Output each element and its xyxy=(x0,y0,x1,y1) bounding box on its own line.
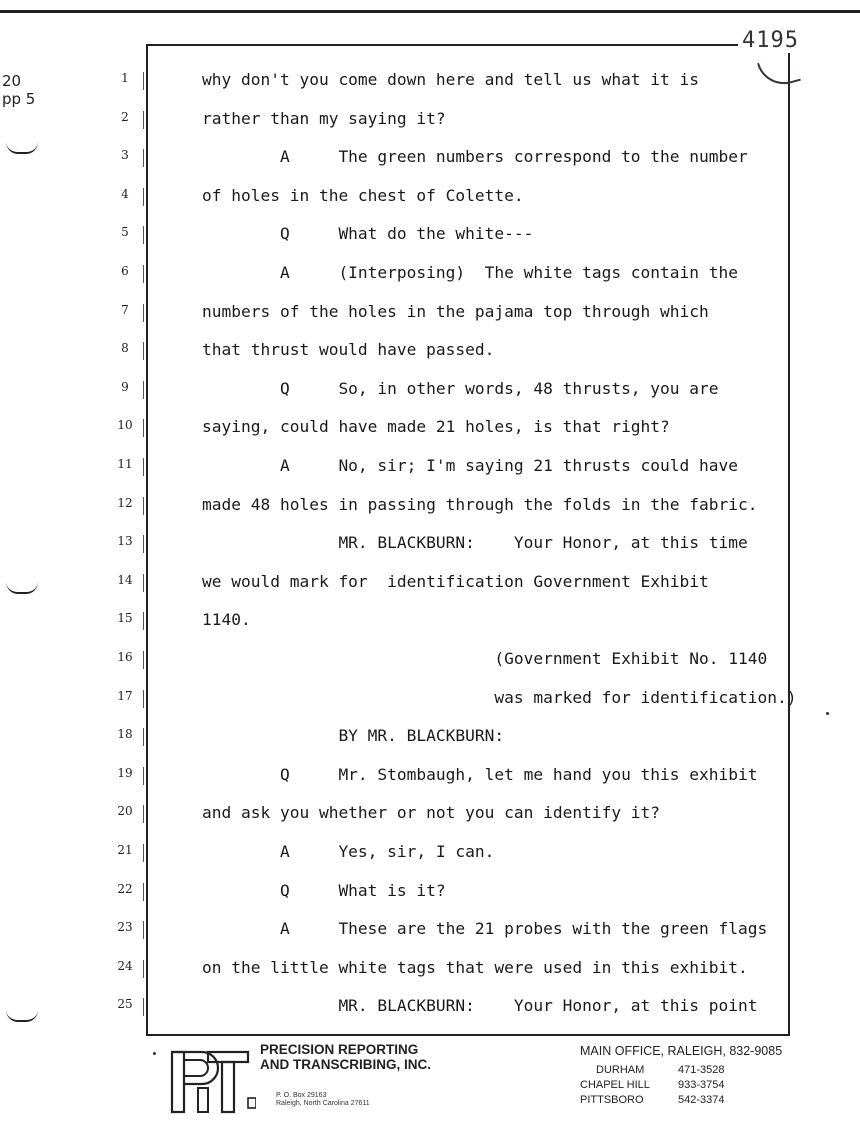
transcript-line: was marked for identification.) xyxy=(202,687,797,707)
stray-mark xyxy=(826,712,829,715)
line-number-rule xyxy=(143,960,144,978)
line-number: 9 xyxy=(121,379,129,394)
transcript-line: A The green numbers correspond to the number xyxy=(202,147,748,167)
margin-note-pages: pp 5 xyxy=(2,90,36,108)
line-number: 19 xyxy=(117,765,133,780)
line-number-rule xyxy=(143,381,144,399)
office-list xyxy=(580,1044,783,1106)
margin-hole-mark xyxy=(6,582,38,594)
transcript-line: Q So, in other words, 48 thrusts, you are xyxy=(202,378,719,398)
line-number: 5 xyxy=(121,225,129,240)
transcript-line: rather than my saying it? xyxy=(202,108,446,128)
line-number: 12 xyxy=(117,495,133,510)
office-chapel-hill-city: CHAPEL HILL xyxy=(580,1079,650,1091)
line-number-rule xyxy=(143,728,144,746)
company-line-1: PRECISION REPORTING xyxy=(260,1042,419,1057)
line-number: 23 xyxy=(117,920,133,935)
line-number: 18 xyxy=(117,727,133,742)
line-number: 8 xyxy=(121,341,129,356)
office-chapel-hill-phone: 933-3754 xyxy=(678,1079,725,1091)
top-rule xyxy=(0,10,860,13)
transcript-line: saying, could have made 21 holes, is that right? xyxy=(202,417,670,437)
transcript-line: MR. BLACKBURN: Your Honor, at this time xyxy=(202,533,748,553)
transcript-line: Q What do the white--- xyxy=(202,224,534,244)
address-line-2: Raleigh, North Carolina 27611 xyxy=(276,1100,370,1107)
line-number-rule xyxy=(143,497,144,515)
transcript-line: and ask you whether or not you can identify it? xyxy=(202,803,661,823)
line-number: 15 xyxy=(117,611,133,626)
line-number: 21 xyxy=(117,843,133,857)
line-number-rule xyxy=(143,612,144,630)
transcript-line: Q Mr. Stombaugh, let me hand you this exhibit xyxy=(202,764,758,784)
line-number-rule xyxy=(143,188,144,206)
line-number-rule xyxy=(143,304,144,322)
line-number: 10 xyxy=(117,418,133,433)
company-address xyxy=(276,1092,370,1108)
line-number-rule xyxy=(143,226,144,244)
line-number: 17 xyxy=(117,688,133,703)
transcript-line: A These are the 21 probes with the green flags xyxy=(202,919,768,939)
company-line-2: AND TRANSCRIBING, INC. xyxy=(260,1057,431,1072)
office-durham-phone: 471-3528 xyxy=(678,1064,725,1076)
logo-text: P&T xyxy=(209,1090,211,1091)
transcript-line: BY MR. BLACKBURN: xyxy=(202,726,505,746)
line-number-rule xyxy=(143,998,144,1016)
pt-logo xyxy=(162,1044,256,1116)
margin-hole-mark xyxy=(6,142,38,154)
margin-note-volume: 20 xyxy=(2,72,22,90)
line-number-rule xyxy=(143,342,144,360)
line-number-rule xyxy=(143,805,144,823)
footer xyxy=(0,1036,860,1124)
page-number: 4195 xyxy=(738,28,803,53)
line-number: 6 xyxy=(121,264,129,278)
line-number: 25 xyxy=(117,997,133,1012)
line-number-rule xyxy=(143,651,144,669)
transcript-line: numbers of the holes in the pajama top through which xyxy=(202,301,709,321)
line-number-rule xyxy=(143,72,144,90)
line-number: 20 xyxy=(117,804,133,819)
transcript-line: on the little white tags that were used in this exhibit. xyxy=(202,957,748,977)
stray-mark xyxy=(153,1052,156,1055)
line-number: 2 xyxy=(121,109,129,124)
line-number: 1 xyxy=(121,71,129,85)
line-number-rule xyxy=(143,149,144,167)
transcript-line: A (Interposing) The white tags contain the xyxy=(202,263,739,282)
transcript-line: we would mark for identification Government Exhibit xyxy=(202,571,709,591)
transcript-line: MR. BLACKBURN: Your Honor, at this point xyxy=(202,996,758,1016)
line-number: 22 xyxy=(117,881,133,896)
line-number: 16 xyxy=(117,650,133,664)
office-durham-city: DURHAM xyxy=(596,1064,645,1076)
transcript-line: (Government Exhibit No. 1140 xyxy=(202,649,768,668)
line-number: 3 xyxy=(121,148,129,163)
main-office: MAIN OFFICE, RALEIGH, 832-9085 xyxy=(580,1044,783,1058)
line-number-rule xyxy=(143,535,144,553)
company-name xyxy=(260,1042,431,1072)
line-number: 24 xyxy=(117,958,133,973)
transcript-line: why don't you come down here and tell us what it is xyxy=(202,70,700,89)
line-number-rule xyxy=(143,458,144,476)
line-number-rule xyxy=(143,574,144,592)
transcript-line: 1140. xyxy=(202,610,251,630)
transcript-line: A No, sir; I'm saying 21 thrusts could have xyxy=(202,456,739,475)
line-number: 14 xyxy=(117,572,133,587)
line-number-rule xyxy=(143,844,144,862)
line-number-rule xyxy=(143,111,144,129)
transcript-line: that thrust would have passed. xyxy=(202,340,495,360)
margin-hole-mark xyxy=(6,1010,38,1022)
office-pittsboro-city: PITTSBORO xyxy=(580,1094,644,1106)
transcript-line: Q What is it? xyxy=(202,880,446,900)
office-pittsboro-phone: 542-3374 xyxy=(678,1094,725,1106)
transcript-line: made 48 holes in passing through the folds in the fabric. xyxy=(202,494,758,514)
line-number: 7 xyxy=(121,302,129,317)
line-number-rule xyxy=(143,921,144,939)
line-number-rule xyxy=(143,419,144,437)
line-number-rule xyxy=(143,690,144,708)
line-number-rule xyxy=(143,767,144,785)
address-line-1: P. O. Box 29163 xyxy=(276,1092,327,1099)
line-number-rule xyxy=(143,883,144,901)
line-number: 11 xyxy=(117,457,133,471)
transcript-line: of holes in the chest of Colette. xyxy=(202,185,524,205)
line-number: 13 xyxy=(117,534,133,549)
line-number-rule xyxy=(143,265,144,283)
line-number: 4 xyxy=(121,186,129,201)
transcript-line: A Yes, sir, I can. xyxy=(202,842,495,861)
